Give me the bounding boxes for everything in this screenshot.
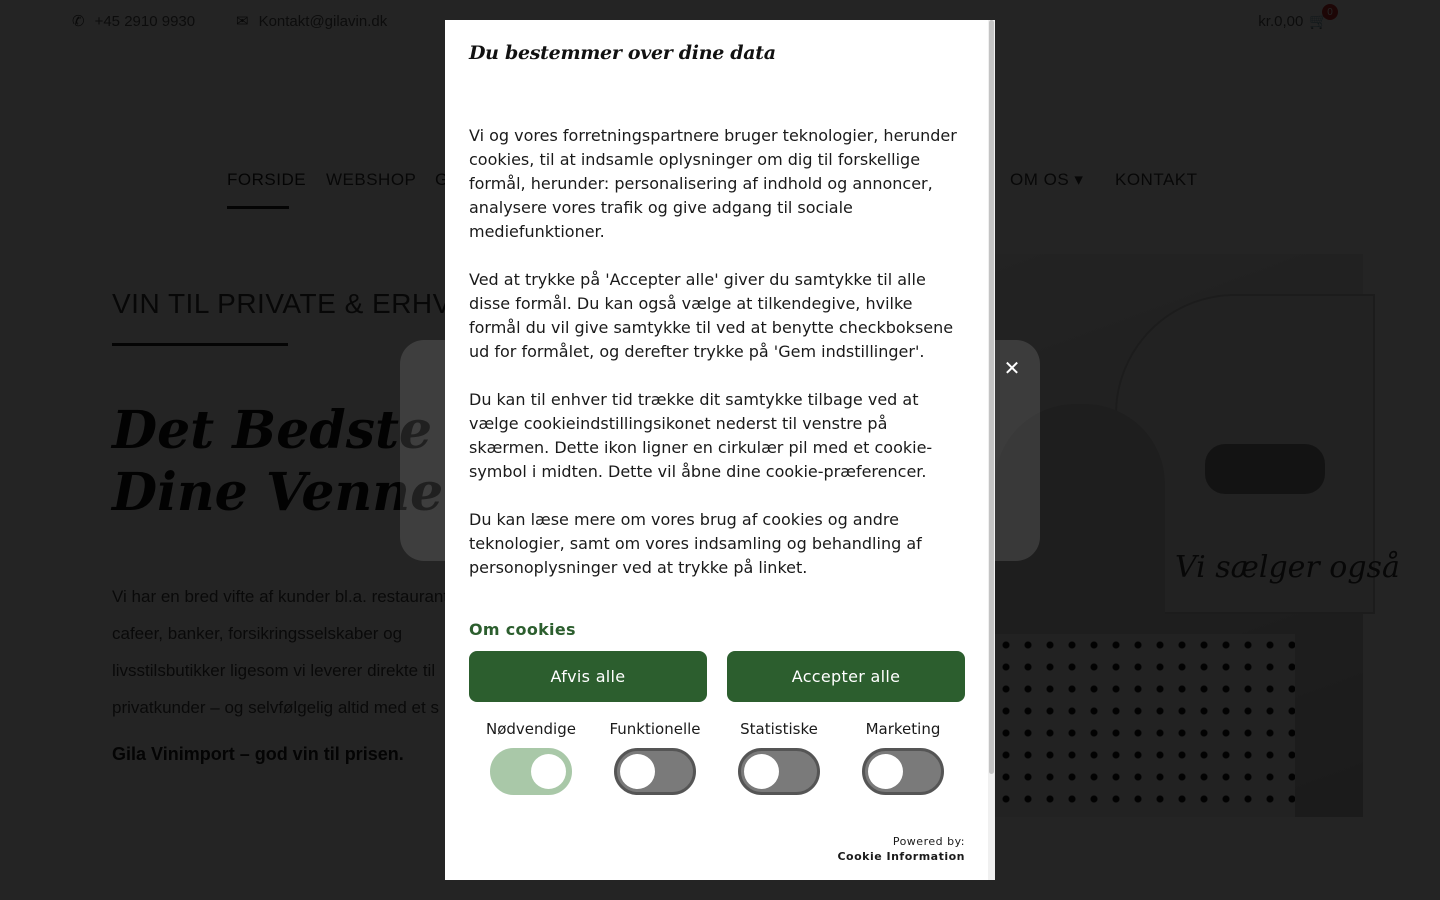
consent-paragraph: Du kan læse mere om vores brug af cookies og andre teknologier, samt om vores indsamling og behandling af personoplysninger ved at trykke på linket. [469,510,922,577]
accept-all-button[interactable]: Accepter alle [727,651,965,702]
consent-categories [469,720,965,800]
reject-all-button[interactable]: Afvis alle [469,651,707,702]
consent-body [469,124,969,604]
toggle-necessary[interactable] [490,748,572,795]
consent-paragraph: Ved at trykke på 'Accepter alle' giver du samtykke til alle disse formål. Du kan også vælge at tilkendegive, hvilke formål du vil give samtykke til ved at benytte checkboksene ud for formålet, og derefter trykke på 'Gem indstillinger'. [469,270,954,361]
category-marketing [841,720,965,799]
category-label: Nødvendige [486,720,576,738]
toggle-knob [620,754,655,789]
consent-paragraph: Vi og vores forretningspartnere bruger teknologier, herunder cookies, til at indsamle oplysninger om dig til forskellige formål, herunder: personalisering af indhold og annoncer, analysere vores trafik og give adgang til sociale mediefunktioner. [469,126,957,241]
toggle-functional[interactable] [614,748,696,795]
category-necessary [469,720,593,799]
powered-by[interactable] [837,834,965,864]
category-label: Marketing [865,720,941,738]
category-functional [593,720,717,799]
toggle-knob [868,754,903,789]
consent-title: Du bestemmer over dine data [469,42,776,64]
category-label: Statistiske [740,720,818,738]
powered-by-brand: Cookie Information [837,850,965,863]
toggle-statistics[interactable] [738,748,820,795]
category-statistics [717,720,841,799]
toggle-marketing[interactable] [862,748,944,795]
powered-by-label: Powered by: [892,835,965,848]
close-icon[interactable]: ✕ [1003,356,1021,380]
toggle-knob [744,754,779,789]
consent-paragraph: Du kan til enhver tid trække dit samtykke tilbage ved at vælge cookieindstillingsikonet nederst til venstre på skærmen. Dette ikon ligner en cirkulær pil med et cookie-symbol i midten. Dette vil åbne dine cookie-præferencer. [469,390,933,481]
toggle-knob [531,754,566,789]
cookie-consent-dialog [445,20,995,880]
dialog-scrollbar-thumb[interactable] [989,20,994,774]
category-label: Funktionelle [609,720,701,738]
about-cookies-link[interactable]: Om cookies [469,620,576,639]
